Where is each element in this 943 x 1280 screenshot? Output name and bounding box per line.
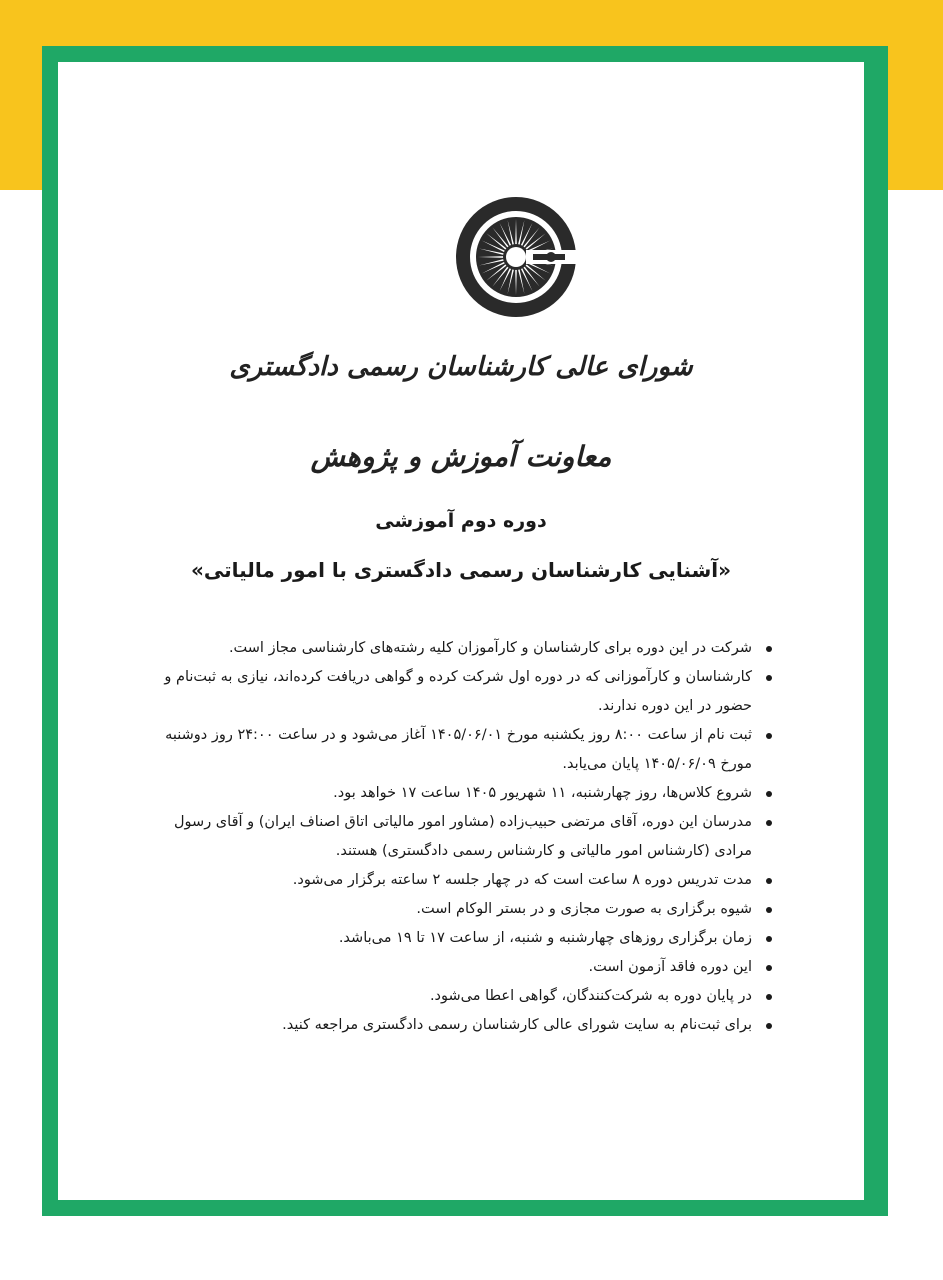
list-item: مدت تدریس دوره ۸ ساعت است که در چهار جلسه ۲ ساعته برگزار می‌شود. bbox=[154, 866, 774, 895]
course-title: دوره دوم آموزشی bbox=[375, 510, 547, 532]
council-emblem-icon bbox=[451, 192, 581, 372]
list-item: مدرسان این دوره، آقای مرتضی حبیب‌زاده (مشاور امور مالیاتی اتاق اصناف ایران) و آقای رسول مرادی (کارشناس امور مالیاتی و کارشناس رسمی دادگستری) هستند. bbox=[154, 808, 774, 866]
list-item: شرکت در این دوره برای کارشناسان و کارآموزان کلیه رشته‌های کارشناسی مجاز است. bbox=[154, 634, 774, 663]
list-item: در پایان دوره به شرکت‌کنندگان، گواهی اعطا می‌شود. bbox=[154, 982, 774, 1011]
list-item: شروع کلاس‌ها، روز چهارشنبه، ۱۱ شهریور ۱۴۰۵ ساعت ۱۷ خواهد بود. bbox=[154, 779, 774, 808]
list-item: شیوه برگزاری به صورت مجازی و در بستر الوکام است. bbox=[154, 895, 774, 924]
deputy-name: معاونت آموزش و پژوهش bbox=[310, 440, 612, 473]
info-bullet-list bbox=[154, 634, 774, 1040]
list-item: کارشناسان و کارآموزانی که در دوره اول شرکت کرده و گواهی دریافت کرده‌اند، نیازی به ثبت‌نام و حضور در این دوره ندارند. bbox=[154, 663, 774, 721]
list-item: زمان برگزاری روزهای چهارشنبه و شنبه، از ساعت ۱۷ تا ۱۹ می‌باشد. bbox=[154, 924, 774, 953]
course-subject: «آشنایی کارشناسان رسمی دادگستری با امور مالیاتی» bbox=[190, 558, 732, 582]
list-item: ثبت نام از ساعت ۸:۰۰ روز یکشنبه مورخ ۱۴۰۵/۰۶/۰۱ آغاز می‌شود و در ساعت ۲۴:۰۰ روز دوشنبه مورخ ۱۴۰۵/۰۶/۰۹ پایان می‌یابد. bbox=[154, 721, 774, 779]
council-name: شورای عالی کارشناسان رسمی دادگستری bbox=[229, 352, 693, 382]
list-item: این دوره فاقد آزمون است. bbox=[154, 953, 774, 982]
document-paper bbox=[58, 62, 864, 1200]
list-item: برای ثبت‌نام به سایت شورای عالی کارشناسان رسمی دادگستری مراجعه کنید. bbox=[154, 1011, 774, 1040]
